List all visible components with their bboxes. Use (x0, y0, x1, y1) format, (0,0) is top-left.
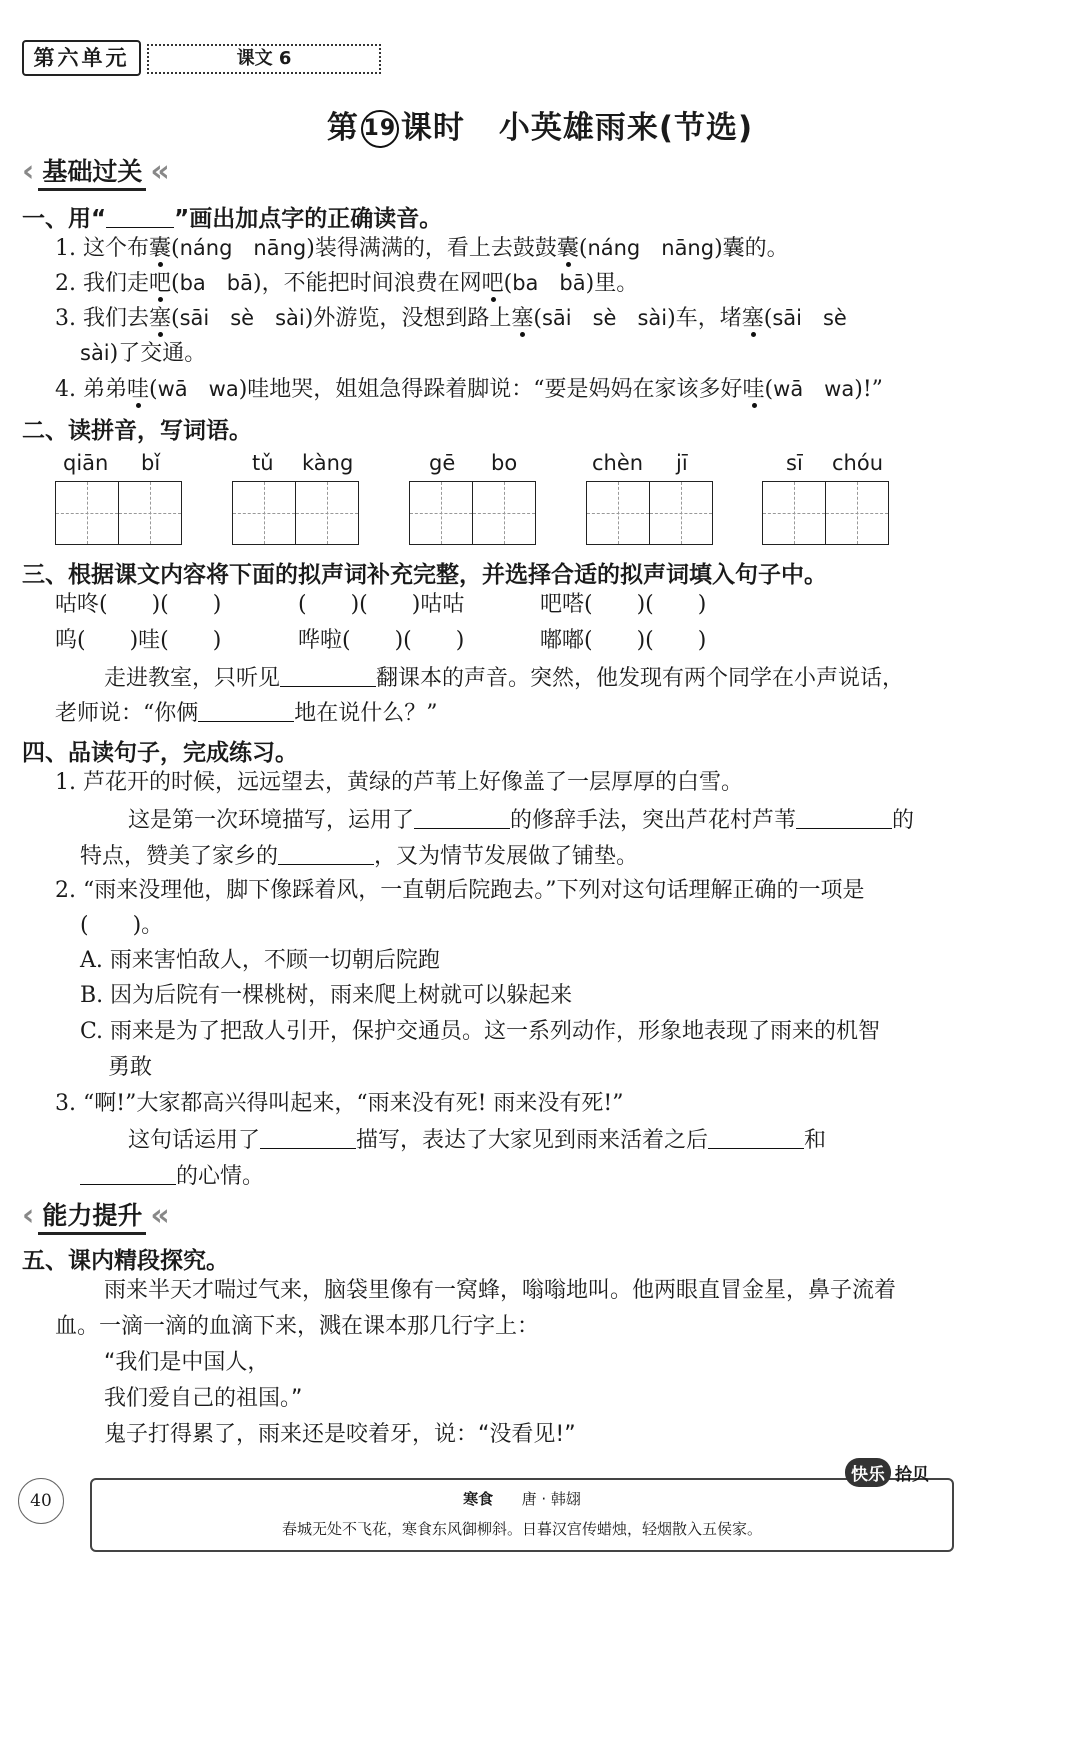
q1-item-2: 2. 我们走吧(ba bā)，不能把时间浪费在网吧(ba bā)里。 (55, 271, 639, 296)
banner-text: 基础过关 (38, 152, 146, 191)
option-c: C. 雨来是为了把敌人引开，保护交通员。这一系列动作，形象地表现了雨来的机智 (80, 1019, 881, 1044)
answer-blank[interactable] (414, 804, 510, 829)
section-banner-basic (22, 152, 170, 190)
q1-item-4: 4. 弟弟哇(wā wa)哇地哭，姐姐急得跺着脚说：“要是妈妈在家该多好哇(wā wa)!” (55, 377, 883, 402)
option-b: B. 因为后院有一棵桃树，雨来爬上树就可以躲起来 (80, 983, 573, 1008)
writing-cell[interactable] (649, 481, 713, 545)
pinyin: sī (786, 451, 803, 475)
title-suffix: 课时 (400, 110, 465, 146)
answer-blank[interactable] (198, 697, 294, 722)
brand-logo: 快乐 拾贝 (845, 1458, 935, 1498)
writing-cell[interactable] (586, 481, 650, 545)
writing-cell[interactable] (762, 481, 826, 545)
writing-cell[interactable] (232, 481, 296, 545)
answer-blank[interactable] (278, 840, 374, 865)
double-chevron-left-icon: « (150, 153, 170, 189)
q3-sentence-line-2: 老师说：“你俩 地在说什么？” (55, 697, 438, 729)
writing-cell[interactable] (409, 481, 473, 545)
writing-cell[interactable] (55, 481, 119, 545)
writing-cell[interactable] (118, 481, 182, 545)
pinyin: qiān (63, 451, 109, 475)
pinyin: bǐ (141, 451, 161, 475)
page-number: 40 (18, 1478, 64, 1524)
onomatopoeia-3: 吧嗒( )( ) (540, 592, 707, 617)
q4-item-2: 2. “雨来没理他，脚下像踩着风，一直朝后院跑去。”下列对这句话理解正确的一项是 (55, 878, 865, 903)
q1-item-3-cont: sài)了交通。 (80, 341, 207, 366)
onomatopoeia-2: ( )( )咕咕 (298, 592, 465, 617)
q4-item-3-line-b: 的心情。 (80, 1160, 264, 1192)
onomatopoeia-1: 咕咚( )( ) (55, 592, 222, 617)
pinyin: tǔ (252, 451, 274, 475)
pinyin: chèn (592, 451, 644, 475)
question-2-heading: 二、读拼音，写词语。 (22, 418, 252, 444)
writing-cell[interactable] (472, 481, 536, 545)
option-a: A. 雨来害怕敌人，不顾一切朝后院跑 (80, 948, 440, 973)
q1-item-3: 3. 我们去塞(sāi sè sài)外游览，没想到路上塞(sāi sè sài)车，堵塞(sāi sè (55, 306, 847, 331)
writing-cell[interactable] (295, 481, 359, 545)
passage-line-2: 血。一滴一滴的血滴下来，溅在课本那几行字上： (55, 1314, 540, 1339)
q4-item-1-line-b: 特点，赞美了家乡的 ，又为情节发展做了铺垫。 (80, 840, 638, 872)
lesson-number: 19 (361, 110, 399, 148)
pinyin: jī (676, 451, 688, 475)
question-1-heading: 一、用“ ”画出加点字的正确读音。 (22, 206, 443, 232)
q4-item-1-line-a: 这是第一次环境描写，运用了 的修辞手法，突出芦花村芦苇 的 (128, 804, 914, 836)
chevron-left-icon: ‹ (22, 153, 35, 189)
pinyin: bo (491, 451, 518, 475)
pinyin: gē (429, 451, 456, 475)
passage-line-5: 鬼子打得累了，雨来还是咬着牙，说：“没看见!” (104, 1422, 576, 1447)
option-c-cont: 勇敢 (108, 1055, 153, 1080)
pinyin: chóu (832, 451, 884, 475)
answer-blank[interactable] (80, 1160, 176, 1185)
question-4-heading: 四、品读句子，完成练习。 (22, 740, 298, 766)
onomatopoeia-6: 嘟嘟( )( ) (540, 628, 707, 653)
poem-box (90, 1478, 954, 1552)
q3-sentence-line-1: 走进教室，只听见 翻课本的声音。突然，他发现有两个同学在小声说话， (104, 662, 904, 694)
q4-item-2-bracket: ( )。 (80, 913, 164, 938)
q4-item-1: 1. 芦花开的时候，远远望去，黄绿的芦苇上好像盖了一层厚厚的白雪。 (55, 770, 743, 795)
pinyin: kàng (302, 451, 354, 475)
chevron-left-icon: ‹ (22, 1197, 35, 1233)
poem-title: 寒食 (463, 1490, 494, 1508)
banner-text: 能力提升 (38, 1196, 146, 1235)
q1-item-1: 1. 这个布囊(náng nāng)装得满满的，看上去鼓鼓囊(náng nāng)囊的。 (55, 236, 789, 261)
passage-line-3: “我们是中国人， (104, 1350, 270, 1375)
poem-author: 唐 · 韩翃 (521, 1490, 581, 1508)
section-banner-advanced (22, 1196, 170, 1234)
answer-blank[interactable] (708, 1124, 804, 1149)
unit-label: 第六单元 (22, 40, 141, 76)
page-title (0, 102, 1080, 148)
onomatopoeia-4: 呜( )哇( ) (55, 628, 222, 653)
poem-text: 春城无处不飞花，寒食东风御柳斜。日暮汉宫传蜡烛，轻烟散入五侯家。 (281, 1520, 762, 1538)
lesson-tag: 课文 6 (147, 44, 381, 74)
answer-blank[interactable] (260, 1124, 356, 1149)
title-prefix: 第 (326, 110, 359, 146)
q4-item-3: 3. “啊!”大家都高兴得叫起来，“雨来没有死! 雨来没有死!” (55, 1091, 624, 1116)
question-5-heading: 五、课内精段探究。 (22, 1248, 229, 1274)
passage-line-1: 雨来半天才喘过气来，脑袋里像有一窝蜂，嗡嗡地叫。他两眼直冒金星，鼻子流着 (104, 1278, 897, 1303)
writing-cell[interactable] (825, 481, 889, 545)
answer-blank[interactable] (796, 804, 892, 829)
answer-blank[interactable] (280, 662, 376, 687)
question-3-heading: 三、根据课文内容将下面的拟声词补充完整，并选择合适的拟声词填入句子中。 (22, 562, 827, 588)
onomatopoeia-5: 哗啦( )( ) (298, 628, 465, 653)
poem-heading (92, 1488, 952, 1509)
q4-item-3-line-a: 这句话运用了 描写，表达了大家见到雨来活着之后 和 (128, 1124, 826, 1156)
lesson-name: 小英雄雨来(节选) (498, 110, 754, 146)
double-chevron-left-icon: « (150, 1197, 170, 1233)
passage-line-4: 我们爱自己的祖国。” (104, 1386, 303, 1411)
